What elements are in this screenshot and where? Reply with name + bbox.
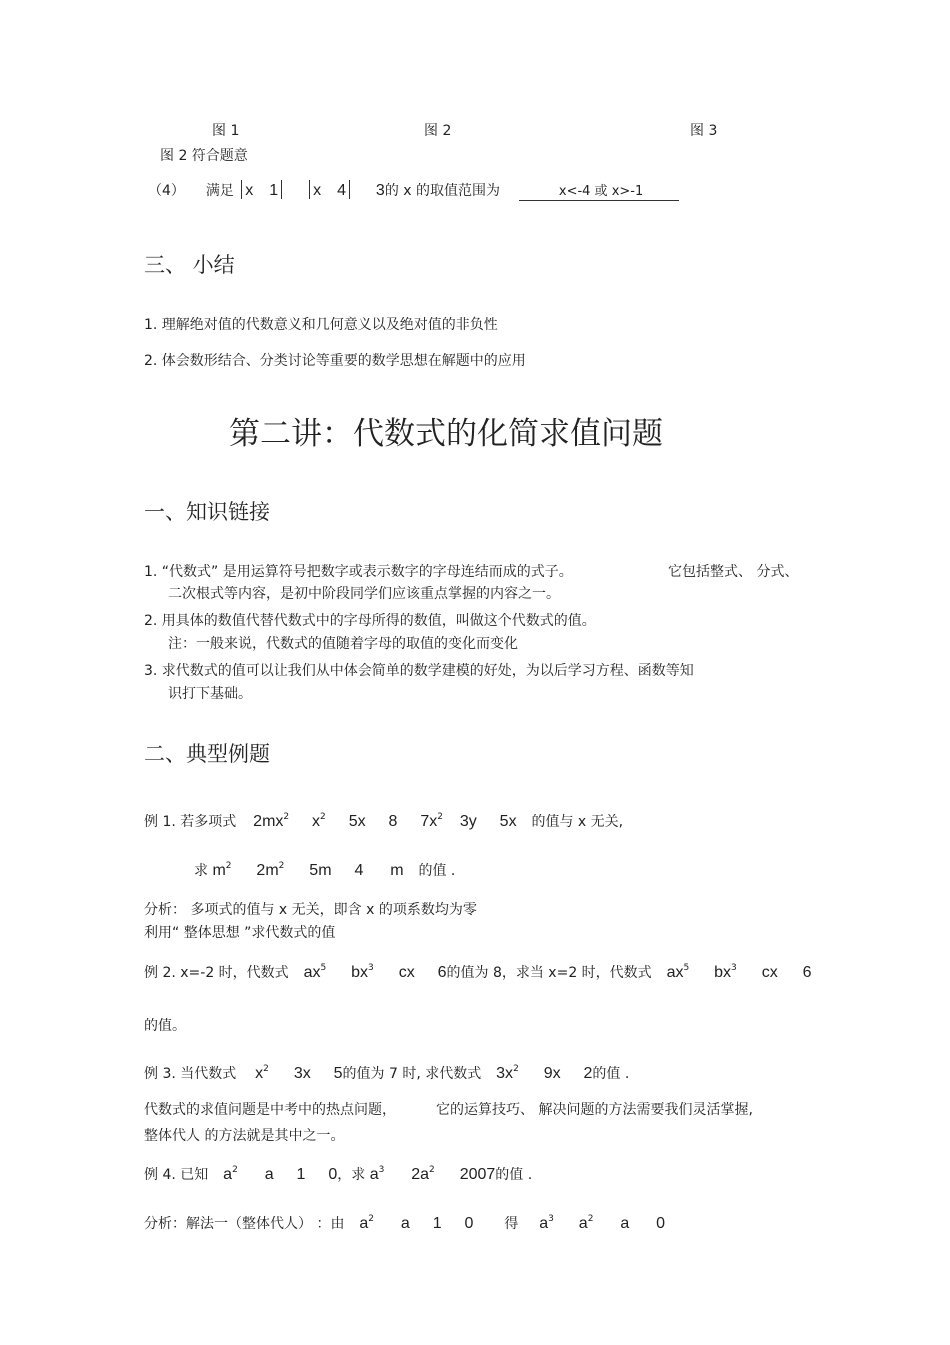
figure-label-2: 图 2 <box>424 123 452 139</box>
knowledge-item-1a: 1. “代数式” 是用运算符号把数字或表示数字的字母连结而成的式子。 <box>144 564 573 580</box>
example-4: 例 4. 已知 $a^2$ a 1 0，求 $a^3$ $2a^2$ 2007的值 . <box>144 1165 533 1183</box>
example-2: 例 2. x=-2 时，代数式 $ax^5$ $bx^3$ cx 6的值为 8，求当 x=2 时，代数式 $ax^5$ $bx^3$ cx 6 <box>144 963 812 981</box>
example-1-question: 求 $m^2$ $2m^2$ 5m 4 m 的值 . <box>194 861 456 879</box>
summary-heading: 三、 小结 <box>144 253 235 277</box>
lecture-title: 第二讲：代数式的化简求值问题 <box>229 416 663 452</box>
knowledge-item-1b: 它包括整式、 分式、 <box>668 564 799 580</box>
example-3: 例 3. 当代数式 $x^2$ 3x 5的值为 7 时, 求代数式 $3x^2$ 9x 2的值 . <box>144 1064 630 1082</box>
knowledge-item-2b: 注：一般来说，代数式的值随着字母的取值的变化而变化 <box>168 636 518 652</box>
analysis-4: 分析：解法一（整体代人） ：由 $a^2$ a 1 0 得 $a^3$ $a^2$ a 0 <box>144 1214 666 1232</box>
example-2-tail: 的值。 <box>144 1018 186 1034</box>
knowledge-heading: 一、知识链接 <box>144 500 270 524</box>
note-3c: 整体代人 的方法就是其中之一。 <box>144 1128 345 1144</box>
examples-heading: 二、典型例题 <box>144 742 270 766</box>
knowledge-item-1c: 二次根式等内容，是初中阶段同学们应该重点掌握的内容之一。 <box>168 586 560 602</box>
summary-item: 2. 体会数形结合、分类讨论等重要的数学思想在解题中的应用 <box>144 353 526 369</box>
analysis-1a: 分析： 多项式的值与 x 无关，即含 x 的项系数均为零 <box>144 902 477 918</box>
abs-bar <box>281 180 282 199</box>
abs-bar <box>349 180 350 199</box>
abs-bar <box>241 180 242 199</box>
figure-label-3: 图 3 <box>690 123 718 139</box>
answer-blank: x<-4 或 x>-1 <box>519 180 679 201</box>
knowledge-item-2a: 2. 用具体的数值代替代数式中的字母所得的数值，叫做这个代数式的值。 <box>144 613 596 629</box>
analysis-1b: 利用“ 整体思想 ”求代数式的值 <box>144 925 336 941</box>
knowledge-item-3a: 3. 求代数式的值可以让我们从中体会简单的数学建模的好处，为以后学习方程、函数等知 <box>144 663 694 679</box>
figure-label-1: 图 1 <box>212 123 240 139</box>
question-4: （4） 满足 x 1 x 4 3的 x 的取值范围为 x<-4 或 x>-1 <box>148 180 679 201</box>
example-1: 例 1. 若多项式 $2mx^2$ $x^2$ 5x 8 $7x^2$ 3y 5x 的值与 x 无关, <box>144 812 624 830</box>
knowledge-item-3b: 识打下基础。 <box>168 686 252 702</box>
abs-bar <box>309 180 310 199</box>
question-number: （4） <box>148 183 185 199</box>
question-prefix: 满足 <box>205 183 234 199</box>
question-suffix: 的 x 的取值范围为 <box>384 183 500 199</box>
summary-item: 1. 理解绝对值的代数意义和几何意义以及绝对值的非负性 <box>144 317 498 333</box>
figure-note: 图 2 符合题意 <box>160 148 248 164</box>
note-3a: 代数式的求值问题是中考中的热点问题， <box>144 1102 396 1118</box>
note-3b: 它的运算技巧、 解决问题的方法需要我们灵活掌握, <box>436 1102 753 1118</box>
